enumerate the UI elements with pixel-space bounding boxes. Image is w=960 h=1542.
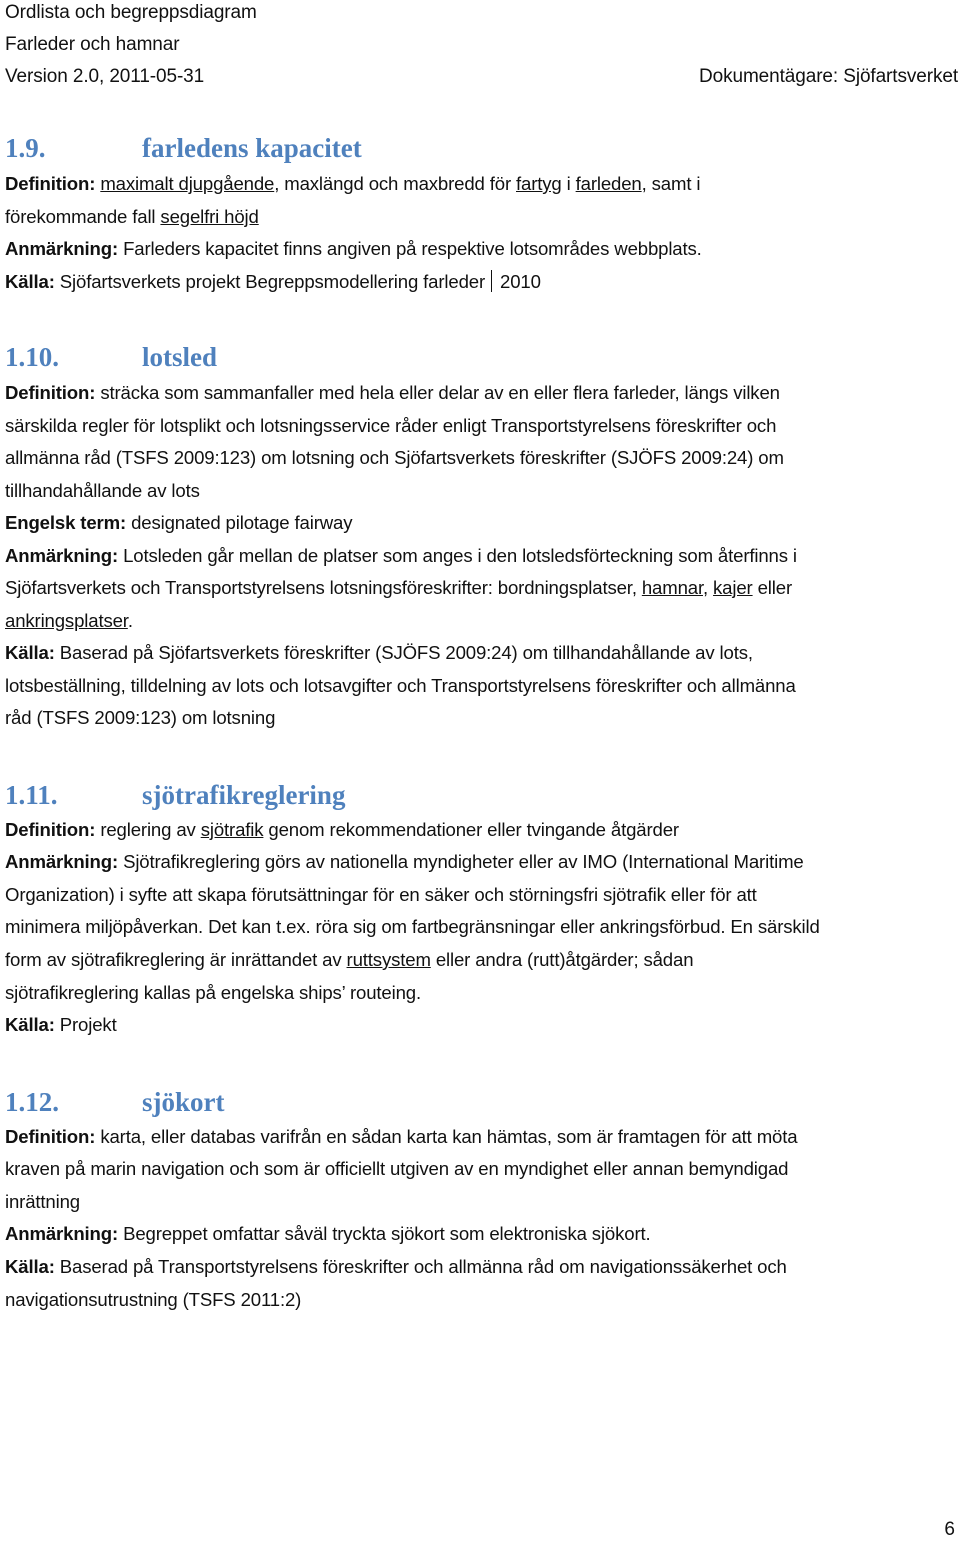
definition-line: allmänna råd (TSFS 2009:123) om lotsning och Sjöfartsverkets föreskrifter (SJÖFS 2009:24) om xyxy=(5,447,784,468)
remark-text: eller andra (rutt)åtgärder; sådan xyxy=(430,949,694,970)
remark-line: sjötrafikreglering kallas på engelska ships’ routeing. xyxy=(5,982,421,1003)
term-link[interactable]: hamnar xyxy=(641,577,703,598)
source-line xyxy=(5,640,753,666)
source-line: lotsbeställning, tilldelning av lots och lotsavgifter och Transportstyrelsens föreskrifter och allmänna xyxy=(5,675,796,696)
source-text: Baserad på Sjöfartsverkets föreskrifter (SJÖFS 2009:24) om tillhandahållande av lots, xyxy=(59,642,753,663)
section-number: 1.9. xyxy=(5,133,46,163)
section-number: 1.11. xyxy=(5,780,58,810)
field-separator xyxy=(491,270,492,292)
definition-label: Definition: xyxy=(5,173,96,194)
definition-line: tillhandahållande av lots xyxy=(5,480,200,501)
term-link[interactable]: ruttsystem xyxy=(346,949,431,970)
source-label: Källa: xyxy=(5,271,55,292)
definition-text: , samt i xyxy=(641,173,701,194)
source-line xyxy=(5,1012,117,1038)
english-term-label: Engelsk term: xyxy=(5,512,127,533)
section-heading-1-11 xyxy=(5,778,345,812)
remark-text: Farleders kapacitet finns angiven på respektive lotsområdes webbplats. xyxy=(123,238,702,259)
remark-text: Begreppet omfattar såväl tryckta sjökort som elektroniska sjökort. xyxy=(123,1223,651,1244)
remark-line xyxy=(5,575,792,601)
remark-text: Sjöfartsverkets och Transportstyrelsens lotsningsföreskrifter: bordningsplatser, xyxy=(5,577,642,598)
definition-line xyxy=(5,171,700,197)
term-link[interactable]: maximalt djupgående xyxy=(100,173,275,194)
remark-line xyxy=(5,849,804,875)
term-link[interactable]: kajer xyxy=(713,577,753,598)
remark-line: Organization) i syfte att skapa förutsättningar för en säker och störningsfri sjötrafik eller för att xyxy=(5,884,757,905)
remark-line xyxy=(5,947,693,973)
source-line: råd (TSFS 2009:123) om lotsning xyxy=(5,707,276,728)
header-owner: Dokumentägare: Sjöfartsverket xyxy=(699,66,958,87)
remark-text: form av sjötrafikreglering är inrättandet av xyxy=(5,949,347,970)
remark-label: Anmärkning: xyxy=(5,1223,119,1244)
definition-line: särskilda regler för lotsplikt och lotsningsservice råder enligt Transportstyrelsens föreskrifter och xyxy=(5,415,777,436)
section-heading-1-9 xyxy=(5,131,362,165)
definition-label: Definition: xyxy=(5,382,96,403)
remark-text: Lotsleden går mellan de platser som anges i den lotsledsförteckning som återfinns i xyxy=(123,545,797,566)
section-heading-1-12 xyxy=(5,1085,225,1119)
definition-text: i xyxy=(561,173,576,194)
remark-line xyxy=(5,543,797,569)
definition-text: karta, eller databas varifrån en sådan karta kan hämtas, som är framtagen för att möta xyxy=(100,1126,798,1147)
term-link[interactable]: segelfri höjd xyxy=(160,206,259,227)
definition-line: inrättning xyxy=(5,1191,80,1212)
remark-text: . xyxy=(127,610,133,631)
term-link[interactable]: fartyg xyxy=(516,173,562,194)
section-title: sjökort xyxy=(142,1087,225,1117)
term-link[interactable]: ankringsplatser xyxy=(5,610,128,631)
section-number: 1.12. xyxy=(5,1087,59,1117)
definition-text: reglering av xyxy=(100,819,201,840)
definition-line xyxy=(5,380,780,406)
source-label: Källa: xyxy=(5,1014,55,1035)
remark-line xyxy=(5,236,702,262)
remark-text: , xyxy=(702,577,714,598)
english-term-text: designated pilotage fairway xyxy=(131,512,353,533)
source-line xyxy=(5,269,541,295)
source-label: Källa: xyxy=(5,642,55,663)
section-heading-1-10 xyxy=(5,340,217,374)
source-label: Källa: xyxy=(5,1256,55,1277)
english-term-line xyxy=(5,510,352,536)
remark-label: Anmärkning: xyxy=(5,545,119,566)
definition-label: Definition: xyxy=(5,1126,96,1147)
header-version: Version 2.0, 2011-05-31 xyxy=(5,66,205,87)
definition-line: kraven på marin navigation och som är officiellt utgiven av en myndighet eller annan bemyndigad xyxy=(5,1158,789,1179)
section-number: 1.10. xyxy=(5,342,59,372)
definition-line xyxy=(5,817,679,843)
page-number: 6 xyxy=(944,1519,955,1540)
source-text: Sjöfartsverkets projekt Begreppsmodellering farleder xyxy=(59,271,485,292)
remark-text: eller xyxy=(752,577,792,598)
term-link[interactable]: sjötrafik xyxy=(200,819,264,840)
definition-text: , maxlängd och maxbredd för xyxy=(274,173,516,194)
remark-text: Sjötrafikreglering görs av nationella myndigheter eller av IMO (International Maritime xyxy=(123,851,804,872)
header-doc-subtitle: Farleder och hamnar xyxy=(5,34,180,55)
section-title: sjötrafikreglering xyxy=(142,780,346,810)
source-line: navigationsutrustning (TSFS 2011:2) xyxy=(5,1289,302,1310)
remark-line: minimera miljöpåverkan. Det kan t.ex. röra sig om fartbegränsningar eller ankringsförbud. En särskild xyxy=(5,916,820,937)
definition-text: sträcka som sammanfaller med hela eller delar av en eller flera farleder, längs vilken xyxy=(100,382,780,403)
source-year: 2010 xyxy=(500,271,541,292)
source-text: Baserad på Transportstyrelsens föreskrifter och allmänna råd om navigationssäkerhet och xyxy=(59,1256,787,1277)
remark-line xyxy=(5,1221,651,1247)
section-title: farledens kapacitet xyxy=(142,133,362,163)
definition-text: genom rekommendationer eller tvingande åtgärder xyxy=(263,819,679,840)
remark-line xyxy=(5,608,133,634)
definition-text: förekommande fall xyxy=(5,206,161,227)
source-text: Projekt xyxy=(59,1014,117,1035)
definition-line xyxy=(5,1124,797,1150)
header-doc-title: Ordlista och begreppsdiagram xyxy=(5,2,257,23)
definition-line xyxy=(5,204,259,230)
definition-label: Definition: xyxy=(5,819,96,840)
remark-label: Anmärkning: xyxy=(5,238,119,259)
section-title: lotsled xyxy=(142,342,218,372)
remark-label: Anmärkning: xyxy=(5,851,119,872)
source-line xyxy=(5,1254,787,1280)
term-link[interactable]: farleden xyxy=(575,173,642,194)
